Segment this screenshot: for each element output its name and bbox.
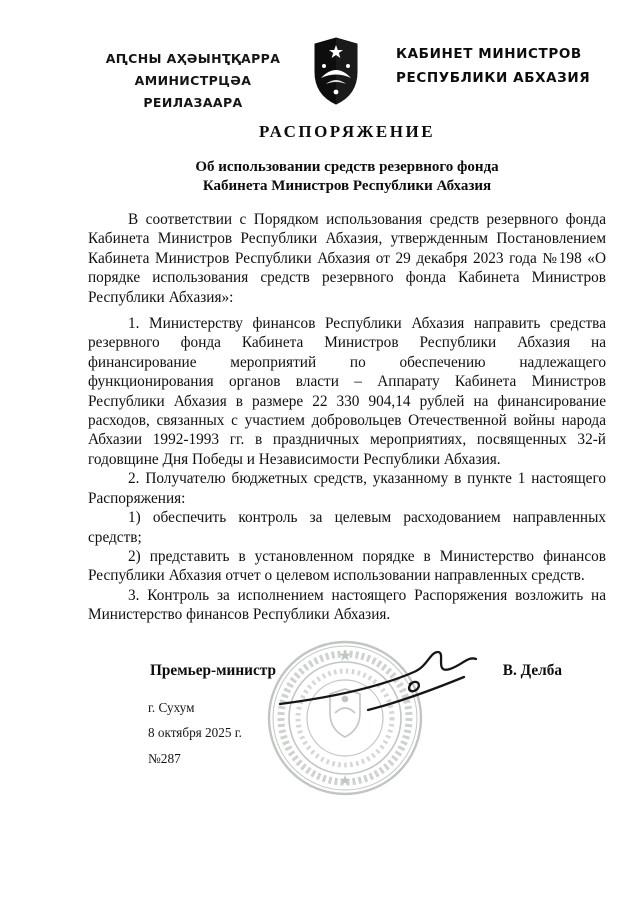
header-russian-name	[396, 42, 606, 90]
document-number: №287	[148, 751, 181, 766]
header-russian-line1: КАБИНЕТ МИНИСТРОВ	[396, 46, 582, 62]
header-abkhaz-line1: АԤСНЫ АҲӘЫНҬҚАРРА	[105, 51, 281, 66]
paragraph-item-2-sub-1: 1) обеспечить контроль за целевым расходованием направленных средств;	[88, 509, 606, 546]
document-body	[88, 210, 606, 625]
signer-post: Премьер-министр	[150, 662, 276, 679]
paragraph-item-3: 3. Контроль за исполнением настоящего Распоряжения возложить на Министерство финансов Республики Абхазия.	[88, 586, 606, 624]
header-russian-line2: РЕСПУБЛИКИ АБХАЗИЯ	[396, 70, 591, 86]
paragraph-item-2-sub-2: 2) представить в установленном порядке в Министерство финансов Республики Абхазия отчет о целевом использовании направленных средств.	[88, 547, 606, 585]
handwritten-signature-icon	[272, 628, 482, 728]
document-subtitle	[88, 158, 606, 196]
document-title: РАСПОРЯЖЕНИЕ	[258, 122, 436, 141]
document-date: 8 октября 2025 г.	[148, 725, 242, 740]
paragraph-item-1: 1. Министерству финансов Республики Абхазия направить средства резервного фонда Кабинета Министров Республики Абхазия на финансирование мероприятий по обеспечению надлежащего функционирования органов власти – Аппарату Кабинета Министров Республики Абхазия в размере 22 330 904,14 рублей на финансирование расходов, связанных с участием добровольцев Отечественной войны народа Абхазии 1992-1993 гг. в праздничных мероприятиях, посвященных 32-й годовщине Дня Победы и Независимости Республики Абхазия.	[88, 315, 606, 468]
header-abkhaz-name	[88, 48, 298, 114]
header-abkhaz-line2: АМИНИСТРЦӘА РЕИЛАЗААРА	[134, 73, 252, 110]
document-subtitle-line2: Кабинета Министров Республики Абхазия	[202, 178, 492, 194]
document-subtitle-line1: Об использовании средств резервного фонда	[195, 159, 499, 175]
coat-of-arms-icon	[312, 36, 360, 111]
signer-name: В. Делба	[502, 662, 562, 679]
paragraph-item-2: 2. Получателю бюджетных средств, указанному в пункте 1 настоящего Распоряжения:	[88, 470, 606, 507]
paragraph-preamble: В соответствии с Порядком использования средств резервного фонда Кабинета Министров Республики Абхазия, утвержденным Постановлением Кабинета Министров Республики Абхазия от 29 декабря 2023 года №198 «О порядке использования средств резервного фонда Кабинета Министров Республики Абхазия»:	[88, 211, 606, 306]
document-place: г. Сухум	[148, 700, 195, 715]
